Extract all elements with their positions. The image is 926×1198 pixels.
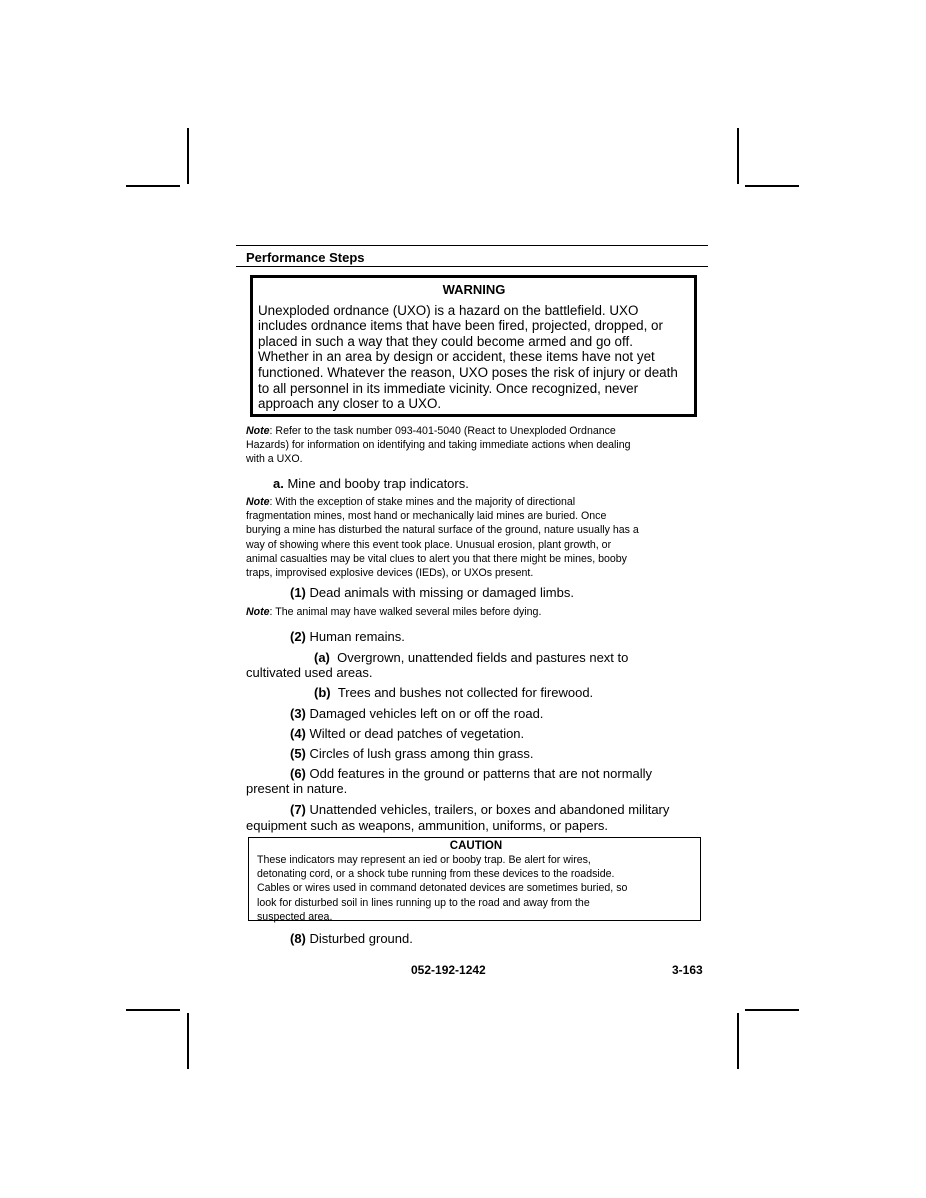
note-text: fragmentation mines, most hand or mechanically laid mines are buried. Once xyxy=(246,510,607,523)
crop-mark xyxy=(737,1013,739,1069)
step-number: a. xyxy=(273,476,284,491)
warning-title: WARNING xyxy=(442,282,506,297)
step-text: Disturbed ground. xyxy=(309,931,413,946)
step-number: (b) xyxy=(314,685,331,700)
step-number: (4) xyxy=(290,726,306,741)
step-3 xyxy=(290,706,543,722)
step-2a xyxy=(314,650,628,666)
step-7 xyxy=(290,802,669,818)
warning-line: Unexploded ordnance (UXO) is a hazard on the battlefield. UXO xyxy=(258,302,639,318)
crop-mark xyxy=(187,128,189,184)
step-number: (5) xyxy=(290,746,306,761)
note-text: : The animal may have walked several miles before dying. xyxy=(269,606,542,618)
caution-line: These indicators may represent an ied or booby trap. Be alert for wires, xyxy=(257,854,591,866)
step-number: (1) xyxy=(290,585,306,600)
note-buried-mines xyxy=(246,495,706,580)
caution-box xyxy=(248,837,701,921)
caution-title: CAUTION xyxy=(449,840,503,852)
warning-line: functioned. Whatever the reason, UXO poses the risk of injury or death xyxy=(258,364,678,380)
top-rule xyxy=(236,245,708,246)
step-text: Human remains. xyxy=(309,629,405,644)
step-text: Circles of lush grass among thin grass. xyxy=(309,746,534,761)
step-5 xyxy=(290,746,534,762)
note-text: : Refer to the task number 093-401-5040 (React to Unexploded Ordnance xyxy=(269,425,616,437)
step-6 xyxy=(290,766,652,782)
step-7-continuation: equipment such as weapons, ammunition, uniforms, or papers. xyxy=(246,818,609,833)
page-number: 3-163 xyxy=(672,963,703,977)
note-text: with a UXO. xyxy=(246,453,303,466)
step-text: Unattended vehicles, trailers, or boxes and abandoned military xyxy=(309,802,670,817)
warning-box xyxy=(250,275,697,417)
crop-mark xyxy=(126,1009,180,1011)
step-number: (a) xyxy=(314,650,330,665)
step-text: Wilted or dead patches of vegetation. xyxy=(309,726,525,741)
step-text: Odd features in the ground or patterns that are not normally xyxy=(309,766,653,781)
step-number: (7) xyxy=(290,802,306,817)
note-text: traps, improvised explosive devices (IEDs), or UXOs present. xyxy=(246,567,534,580)
step-text: Damaged vehicles left on or off the road. xyxy=(309,706,544,721)
caution-line: suspected area. xyxy=(257,910,333,923)
caution-line: Cables or wires used in command detonated devices are sometimes buried, so xyxy=(257,882,628,895)
step-number: (2) xyxy=(290,629,306,644)
note-label: Note xyxy=(246,425,270,437)
step-number: (3) xyxy=(290,706,306,721)
step-text: Mine and booby trap indicators. xyxy=(287,476,469,491)
warning-line: includes ordnance items that have been fired, projected, dropped, or xyxy=(258,318,663,334)
warning-line: approach any closer to a UXO. xyxy=(258,396,442,412)
step-number: (6) xyxy=(290,766,306,781)
caution-line: look for disturbed soil in lines running up to the road and away from the xyxy=(257,896,590,909)
note-animal xyxy=(246,605,706,619)
doc-number: 052-192-1242 xyxy=(411,963,486,977)
section-title: Performance Steps xyxy=(246,250,365,265)
title-underline xyxy=(236,266,708,267)
note-label: Note xyxy=(246,496,270,508)
warning-line: Whether in an area by design or accident, these items have not yet xyxy=(258,349,655,365)
step-8 xyxy=(290,931,413,947)
step-number: (8) xyxy=(290,931,306,946)
note-label: Note xyxy=(246,606,270,618)
step-text: Trees and bushes not collected for firewood. xyxy=(337,685,594,700)
warning-line: to all personnel in its immediate vicinity. Once recognized, never xyxy=(258,380,639,396)
crop-mark xyxy=(745,1009,799,1011)
step-a xyxy=(273,476,469,492)
step-6-continuation: present in nature. xyxy=(246,781,348,796)
step-text: Dead animals with missing or damaged limbs. xyxy=(309,585,574,600)
step-text: Overgrown, unattended fields and pastures next to xyxy=(337,650,629,665)
caution-line: detonating cord, or a shock tube running from these devices to the roadside. xyxy=(257,868,615,881)
note-text: burying a mine has disturbed the natural surface of the ground, nature usually has a xyxy=(246,524,639,537)
crop-mark xyxy=(126,185,180,187)
crop-mark xyxy=(745,185,799,187)
crop-mark xyxy=(187,1013,189,1069)
step-2b xyxy=(314,685,593,701)
note-uxo-reference xyxy=(246,424,706,467)
warning-line: placed in such a way that they could become armed and go off. xyxy=(258,333,633,349)
step-1 xyxy=(290,585,574,601)
note-text: animal casualties may be vital clues to alert you that there might be mines, booby xyxy=(246,552,627,565)
note-text: way of showing where this event took place. Unusual erosion, plant growth, or xyxy=(246,538,612,551)
crop-mark xyxy=(737,128,739,184)
note-text: Hazards) for information on identifying and taking immediate actions when dealing xyxy=(246,439,631,452)
note-text: : With the exception of stake mines and the majority of directional xyxy=(269,496,576,508)
step-2a-continuation: cultivated used areas. xyxy=(246,665,373,680)
step-2 xyxy=(290,629,405,645)
step-4 xyxy=(290,726,524,742)
